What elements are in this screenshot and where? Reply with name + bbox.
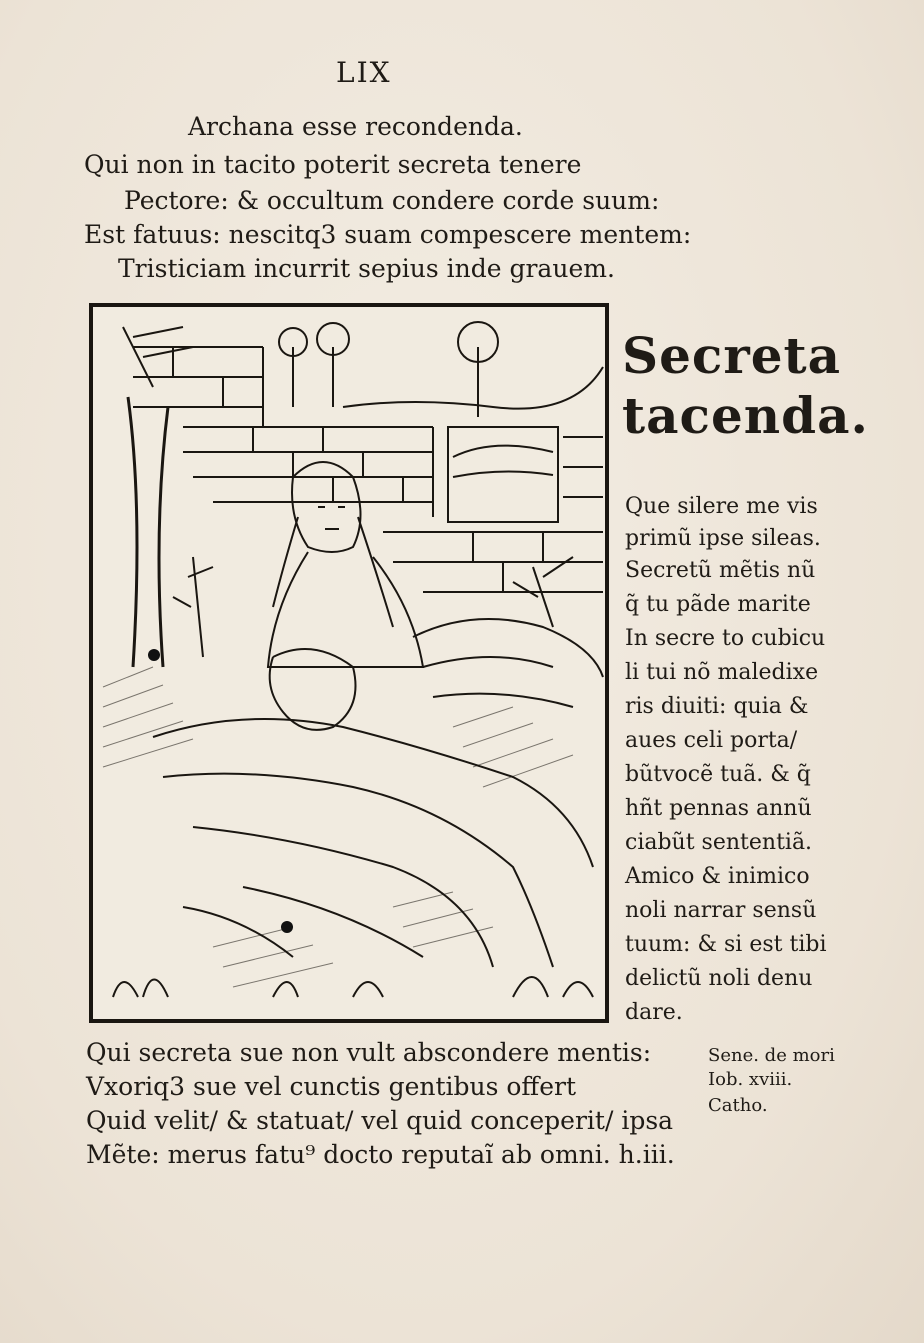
verse-line: Est fatuus: nescitq3 suam compescere mentem: [84,220,692,249]
side-text-line: hñt pennas annũ [625,796,812,821]
heading-line: Secreta [622,326,842,385]
brick-wall [133,347,603,592]
verse-line: Tristiciam incurrit sepius inde grauem. [118,254,615,283]
verse-title: Archana esse recondenda. [188,112,523,141]
side-text-line: dare. [625,1000,683,1025]
man-head [270,649,356,730]
verse-line: Quid velit/ & statuat/ vel quid conceperit/ ipsa [86,1106,674,1135]
verse-line: Pectore: & occultum condere corde suum: [124,186,660,215]
margin-note: Catho. [708,1095,768,1116]
side-text-line: ris diuiti: quia & [625,694,809,719]
verse-line: Qui non in tacito poterit secreta tenere [84,150,582,179]
ink-dot [281,921,293,933]
side-text-line: q̃ tu pãde marite [625,592,811,617]
woman-head [292,462,361,552]
side-text-line: primũ ipse sileas. [625,526,821,551]
margin-note: Iob. xviii. [708,1069,793,1090]
section-heading [622,326,869,446]
side-text-line: In secre to cubicu [625,626,826,651]
side-text-line: tuum: & si est tibi [625,932,827,957]
side-text-line: Amico & inimico [625,864,810,889]
verse-line: Mẽte: merus fatu⁹ docto reputaĩ ab omni. h.iii. [86,1140,675,1169]
woodcut-illustration [89,303,609,1023]
folio-number: LIX [336,56,392,89]
ink-dot [148,649,160,661]
side-text-line: aues celi porta/ [625,728,798,753]
woodcut-image [93,307,605,1019]
heading-line: tacenda. [622,386,869,445]
side-text-line: Que silere me vis [625,494,818,519]
side-text-line: Secretũ mẽtis nũ [625,558,816,583]
side-text-line: noli narrar sensũ [625,898,817,923]
verse-line: Qui secreta sue non vult abscondere mentis: [86,1038,652,1067]
side-text-line: bũtvocẽ tuã. & q̃ [625,762,811,787]
side-text-line: li tui nõ maledixe [625,660,819,685]
verse-line: Vxoriq3 sue vel cunctis gentibus offert [86,1072,576,1101]
margin-note: Sene. de mori [708,1045,835,1066]
side-text-line: delictũ noli denu [625,966,813,991]
side-text-line: ciabũt sententiã. [625,830,813,855]
